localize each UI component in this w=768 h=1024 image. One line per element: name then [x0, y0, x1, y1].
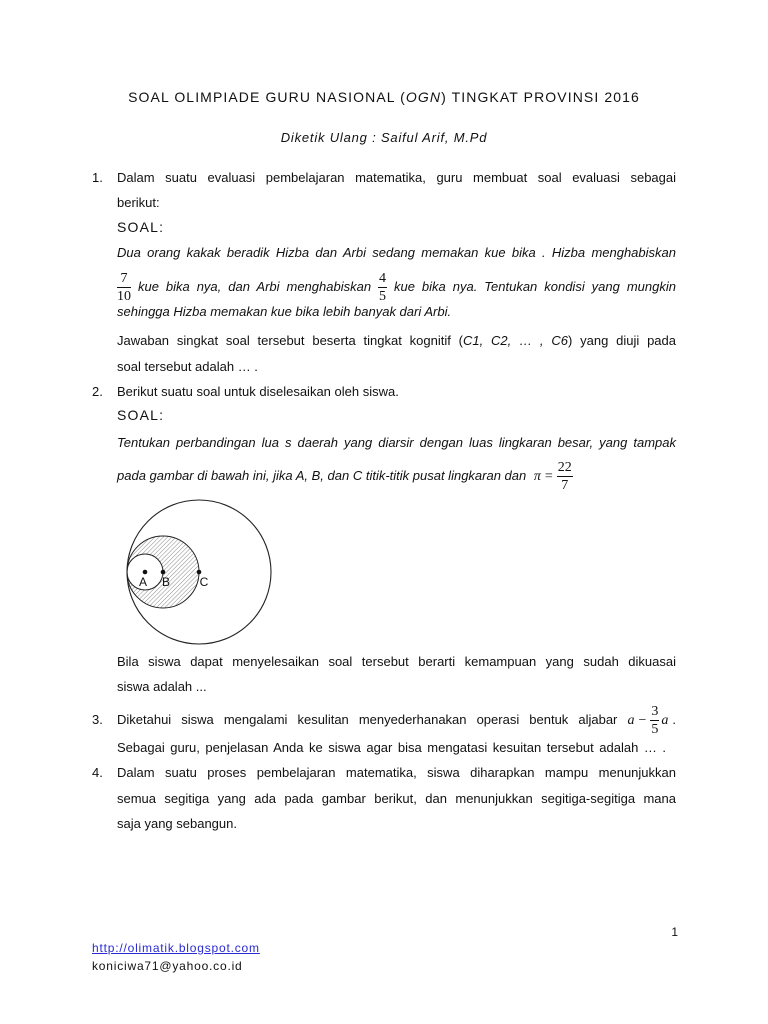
- equals-sign: =: [544, 469, 553, 485]
- fraction-arbi: [378, 272, 387, 304]
- blog-link[interactable]: http://olimatik.blogspot.com: [92, 941, 260, 955]
- question-intro-line: berikut:: [117, 195, 160, 210]
- problem-line: Tentukan perbandingan lua s daerah yang diarsir dengan luas lingkaran besar, yang tampak: [117, 435, 676, 450]
- question-text: ) yang diuji pada: [567, 333, 676, 348]
- fraction-numerator: 7: [117, 272, 131, 288]
- center-point-b: [161, 570, 166, 575]
- problem-line: Dua orang kakak beradik Hizba dan Arbi sedang memakan kue bika . Hizba menghabiskan: [117, 245, 676, 260]
- expression-variable: a: [627, 713, 635, 729]
- circles-figure: [117, 495, 282, 650]
- question-line: saja yang sebangun.: [117, 816, 237, 831]
- fraction-numerator: 3: [651, 703, 659, 719]
- fraction-denominator: 10: [117, 288, 131, 304]
- fraction-denominator: 5: [379, 288, 387, 304]
- question-line: soal tersebut adalah … .: [117, 359, 258, 374]
- question-number: 1.: [92, 170, 103, 185]
- question-number: 4.: [92, 765, 103, 780]
- question-number: 3.: [92, 712, 103, 727]
- expression-fraction: [650, 705, 659, 737]
- label-b: B: [161, 575, 171, 589]
- pi-expression: [534, 460, 573, 493]
- question-line: siswa adalah ...: [117, 679, 207, 694]
- question-text: Diketahui siswa mengalami kesulitan menyederhanakan operasi bentuk aljabar: [117, 712, 618, 727]
- question-line: Bila siswa dapat menyelesaikan soal tersebut berarti kemampuan yang sudah dikuasai: [117, 654, 676, 669]
- algebra-expression: [627, 704, 676, 737]
- question-line: Sebagai guru, penjelasan Anda ke siswa agar bisa mengatasi kesuitan tersebut adalah … .: [117, 740, 666, 755]
- cognitive-levels: C1, C2, … , C6: [462, 333, 568, 348]
- question-intro-line: Berikut suatu soal untuk diselesaikan oleh siswa.: [117, 384, 399, 399]
- problem-text: pada gambar di bawah ini, jika A, B, dan C titik-titik pusat lingkaran dan: [117, 468, 527, 483]
- center-point-c: [197, 570, 202, 575]
- question-line: [117, 333, 676, 349]
- question-number: 2.: [92, 384, 103, 399]
- question-text: Jawaban singkat soal tersebut beserta tingkat kognitif (: [117, 333, 463, 348]
- label-a: A: [138, 575, 148, 589]
- question-intro-line: Dalam suatu evaluasi pembelajaran matematika, guru membuat soal evaluasi sebagai: [117, 170, 676, 185]
- fraction-denominator: 7: [561, 477, 569, 493]
- problem-line-with-pi: [117, 460, 676, 493]
- problem-text: kue bika nya. Tentukan kondisi yang mungkin: [394, 279, 676, 294]
- soal-label: SOAL:: [117, 407, 165, 423]
- author-email: koniciwa71@yahoo.co.id: [92, 959, 243, 973]
- document-subtitle: Diketik Ulang : Saiful Arif, M.Pd: [280, 130, 488, 145]
- document-title: [0, 89, 768, 105]
- title-text-after: ) TINGKAT PROVINSI 2016: [441, 89, 640, 105]
- problem-line-with-fractions: [117, 271, 676, 304]
- title-text-before: SOAL OLIMPIADE GURU NASIONAL (: [128, 89, 406, 105]
- center-point-a: [143, 570, 148, 575]
- label-c: C: [199, 575, 209, 589]
- fraction-numerator: 22: [557, 459, 572, 475]
- question-line: Dalam suatu proses pembelajaran matematika, siswa diharapkan mampu menunjukkan: [117, 765, 676, 780]
- soal-label: SOAL:: [117, 219, 165, 235]
- question-line: semua segitiga yang ada pada gambar berikut, dan menunjukkan segitiga-segitiga mana: [117, 791, 676, 806]
- fraction-hizba: [117, 272, 131, 304]
- expression-period: .: [672, 712, 676, 728]
- fraction-denominator: 5: [651, 721, 659, 737]
- problem-line: sehingga Hizba memakan kue bika lebih banyak dari Arbi.: [117, 304, 452, 319]
- pi-symbol: π: [533, 469, 541, 485]
- expression-variable: a: [661, 713, 669, 729]
- question-line-with-expression: [117, 704, 676, 737]
- problem-text: kue bika nya, dan Arbi menghabiskan: [137, 279, 372, 294]
- pi-fraction: [557, 461, 573, 493]
- page-number: 1: [671, 925, 678, 939]
- fraction-numerator: 4: [379, 270, 387, 286]
- title-abbreviation: OGN: [405, 89, 442, 105]
- minus-sign: −: [638, 713, 647, 729]
